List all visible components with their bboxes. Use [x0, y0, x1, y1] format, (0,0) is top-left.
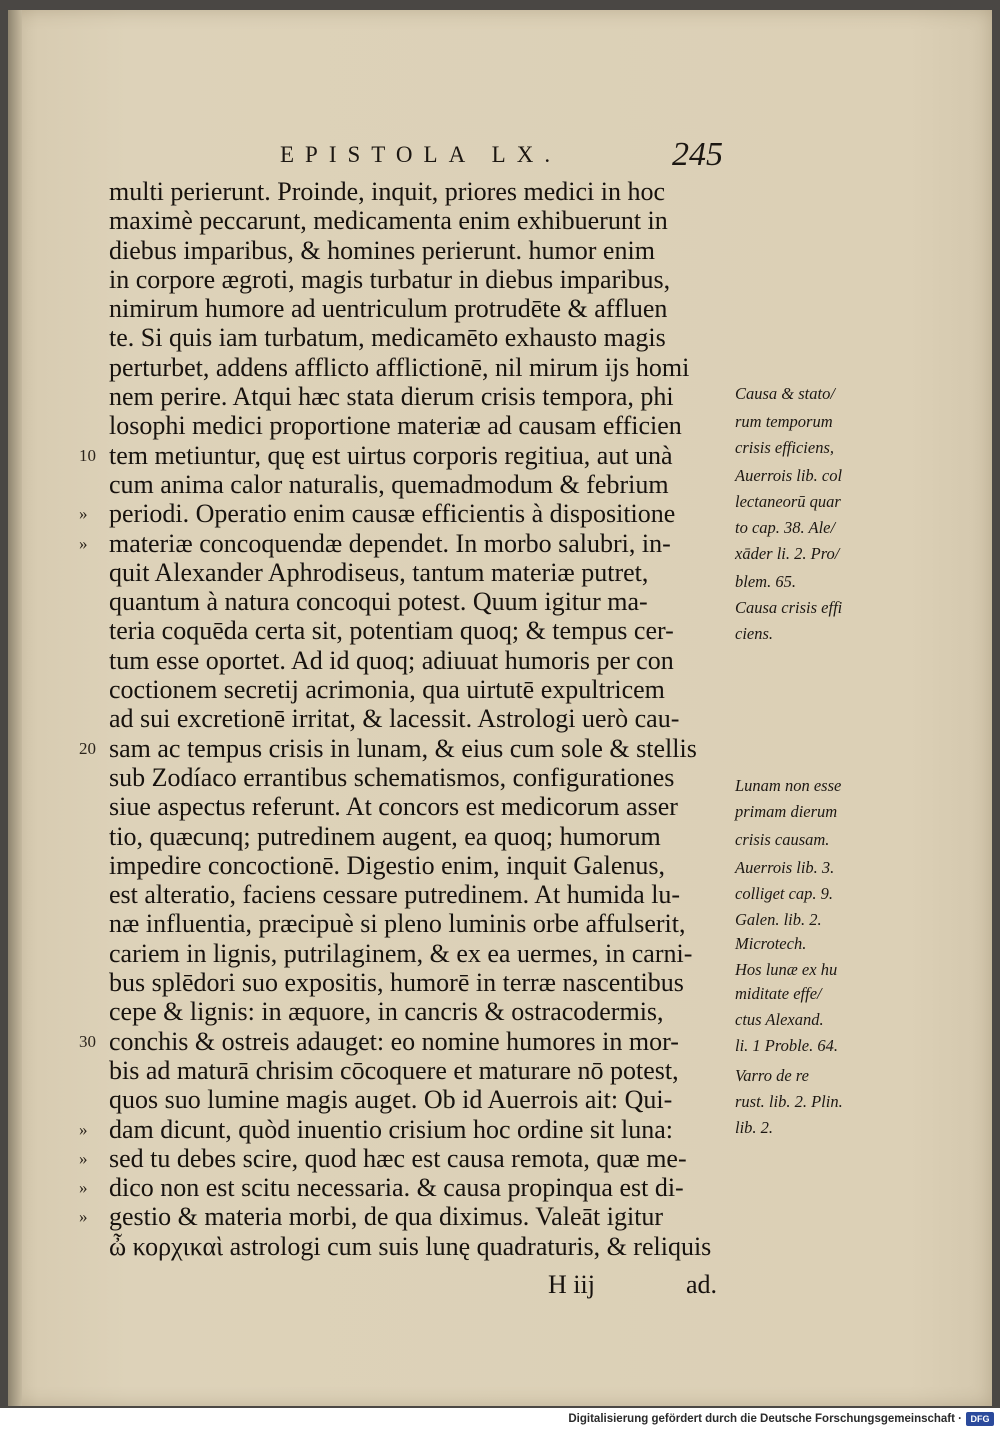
line-text: impedire concoctionē. Digestio enim, inquit Galenus,: [109, 850, 665, 880]
text-line: [109, 704, 749, 733]
marginal-note-line: Auerrois lib. 3.: [735, 858, 835, 877]
text-line: [109, 1056, 749, 1085]
line-text: diebus imparibus, & homines perierunt. humor enim: [109, 235, 655, 265]
marginal-note-line: lectaneorū quar: [735, 492, 841, 511]
marginal-note-line: blem. 65.: [735, 572, 796, 591]
credit-text: Digitalisierung gefördert durch die Deutsche Forschungsgemeinschaft ·: [568, 1413, 962, 1425]
text-line: [79, 1143, 749, 1173]
text-line: [109, 411, 749, 440]
signature-mark: H iij: [548, 1270, 595, 1299]
line-text: sam ac tempus crisis in lunam, & eius cum sole & stellis: [109, 733, 697, 763]
line-text: bus splēdori suo expositis, humorē in terræ nascentibus: [109, 968, 684, 998]
digitization-credit-bar: [0, 1408, 1000, 1432]
marginal-note-line: Varro de re: [735, 1066, 809, 1085]
text-line: [109, 265, 749, 294]
line-text: coctionem secretij acrimonia, qua uirtutē expultricem: [109, 675, 665, 705]
running-head: EPISTOLA LX.: [280, 142, 562, 167]
marginal-note-line: Causa & stato/: [735, 384, 835, 403]
text-line: [79, 440, 749, 470]
text-line: [109, 822, 749, 851]
line-text: dico non est scitu necessaria. & causa propinqua est di-: [109, 1173, 684, 1203]
line-text: ad sui excretionē irritat, & lacessit. Astrologi uerò cau-: [109, 704, 680, 734]
line-text: quantum à natura concoqui potest. Quum igitur ma-: [109, 587, 648, 617]
line-text: cum anima calor naturalis, quemadmodum & febrium: [109, 469, 669, 499]
marginal-note-line: crisis efficiens,: [735, 438, 834, 457]
marginal-note-line: Auerrois lib. col: [735, 466, 843, 485]
line-text: tem metiuntur, quę est uirtus corporis regitiua, aut unà: [109, 440, 673, 470]
text-line: [79, 528, 749, 558]
marginal-note-line: to cap. 38. Ale/: [735, 518, 836, 537]
line-text: quit Alexander Aphrodiseus, tantum materiæ putret,: [109, 557, 649, 587]
text-line: [109, 382, 749, 411]
marginal-note-line: Galen. lib. 2.: [735, 910, 822, 929]
text-line: [109, 236, 749, 265]
line-text: in corpore ægroti, magis turbatur in diebus imparibus,: [109, 264, 671, 294]
text-line: [109, 851, 749, 880]
line-text: teria coquēda certa sit, potentiam quoq; & tempus cer-: [109, 616, 674, 646]
text-line: [109, 968, 749, 997]
marginal-note-line: crisis causam.: [735, 830, 830, 849]
text-line: [79, 1026, 749, 1056]
marginal-note-line: primam dierum: [735, 802, 838, 821]
text-line: [109, 939, 749, 968]
line-text: nem perire. Atqui hæc stata dierum crisis tempora, phi: [109, 382, 674, 412]
text-line: [109, 587, 749, 616]
text-line: [109, 1085, 749, 1114]
text-line: [109, 675, 749, 704]
line-marker: »: [79, 1178, 88, 1198]
text-line: [109, 646, 749, 675]
dfg-logo-icon: DFG: [966, 1412, 994, 1426]
marginal-note-line: Hos lunæ ex hu: [735, 960, 838, 979]
line-text: te. Si quis iam turbatum, medicamēto exhausto magis: [109, 323, 666, 353]
line-text: cariem in lignis, putrilaginem, & ex ea uermes, in carni-: [109, 938, 693, 968]
catchword: ad.: [686, 1270, 718, 1299]
marginal-note-line: ciens.: [735, 624, 774, 643]
line-marker: 10: [79, 445, 96, 465]
line-text: siue aspectus referunt. At concors est medicorum asser: [109, 792, 678, 822]
line-text: dam dicunt, quòd inuentio crisium hoc ordine sit luna:: [109, 1114, 673, 1144]
page-footer: [8, 1270, 992, 1306]
text-line: [109, 558, 749, 587]
page-number: 245: [672, 136, 723, 173]
line-marker: »: [79, 533, 88, 553]
text-line: [109, 997, 749, 1026]
text-line: [109, 206, 749, 235]
marginal-note-line: colliget cap. 9.: [735, 884, 834, 903]
line-marker: »: [79, 1148, 88, 1168]
text-line: [109, 470, 749, 499]
text-line: [79, 1202, 749, 1232]
line-text: sed tu debes scire, quod hæc est causa remota, quæ me-: [109, 1143, 687, 1173]
page-header: [8, 136, 992, 182]
line-text: maximè peccarunt, medicamenta enim exhibuerunt in: [109, 206, 668, 236]
marginal-note-line: rum temporum: [735, 412, 833, 431]
text-line: [109, 1232, 749, 1261]
text-line: [79, 733, 749, 763]
line-text: sub Zodíaco errantibus schematismos, configurationes: [109, 762, 675, 792]
line-text: tio, quæcunq; putredinem augent, ea quoq; humorum: [109, 821, 661, 851]
line-text: ὦ κορχικαὶ astrologi cum suis lunę quadraturis, & reliquis: [109, 1231, 712, 1261]
line-text: est alteratio, faciens cessare putredinem. At humida lu-: [109, 880, 681, 910]
marginal-note-line: Microtech.: [735, 934, 807, 953]
line-text: nimirum humore ad uentriculum protrudēte & affluen: [109, 294, 668, 324]
text-line: [109, 353, 749, 382]
text-line: [79, 499, 749, 529]
marginal-note-line: miditate effe/: [735, 984, 822, 1003]
book-page: [8, 10, 992, 1406]
line-text: næ influentia, præcipuè si pleno luminis orbe affulserit,: [109, 909, 686, 939]
line-marker: »: [79, 1207, 88, 1227]
main-text-block: [79, 177, 749, 1261]
text-line: [109, 880, 749, 909]
line-text: perturbet, addens afflicto afflictionē, nil mirum ijs homi: [109, 352, 690, 382]
marginal-note-line: lib. 2.: [735, 1118, 774, 1137]
line-text: materiæ concoquendæ dependet. In morbo salubri, in-: [109, 528, 671, 558]
line-marker: »: [79, 1119, 88, 1139]
text-line: [79, 1173, 749, 1203]
line-text: gestio & materia morbi, de qua diximus. Valeāt igitur: [109, 1202, 664, 1232]
marginal-note-line: Causa crisis effi: [735, 598, 843, 617]
marginal-note-line: Lunam non esse: [735, 776, 842, 795]
line-marker: 30: [79, 1031, 96, 1051]
marginal-note-line: ctus Alexand.: [735, 1010, 824, 1029]
line-text: cepe & lignis: in æquore, in cancris & ostracodermis,: [109, 997, 664, 1027]
line-text: bis ad maturā chrisim cōcoquere et maturare nō potest,: [109, 1055, 679, 1085]
marginal-note-line: xāder li. 2. Pro/: [735, 544, 840, 563]
text-line: [109, 909, 749, 938]
line-text: tum esse oportet. Ad id quoq; adiuuat humoris per con: [109, 645, 674, 675]
text-line: [109, 323, 749, 352]
text-line: [109, 294, 749, 323]
line-text: multi perierunt. Proinde, inquit, priores medici in hoc: [109, 177, 666, 206]
line-marker: »: [79, 504, 88, 524]
line-text: periodi. Operatio enim causæ efficientis à dispositione: [109, 499, 676, 529]
text-line: [109, 177, 749, 206]
page-gutter: [8, 10, 22, 1406]
line-text: quos suo lumine magis auget. Ob id Auerrois ait: Qui-: [109, 1085, 673, 1115]
line-marker: 20: [79, 738, 96, 758]
line-text: conchis & ostreis adauget: eo nomine humores in mor-: [109, 1026, 679, 1056]
text-line: [79, 1114, 749, 1144]
line-text: losophi medici proportione materiæ ad causam efficien: [109, 411, 682, 441]
text-line: [109, 616, 749, 645]
text-line: [109, 792, 749, 821]
marginal-note-line: li. 1 Proble. 64.: [735, 1036, 838, 1055]
text-line: [109, 763, 749, 792]
marginal-note-line: rust. lib. 2. Plin.: [735, 1092, 843, 1111]
